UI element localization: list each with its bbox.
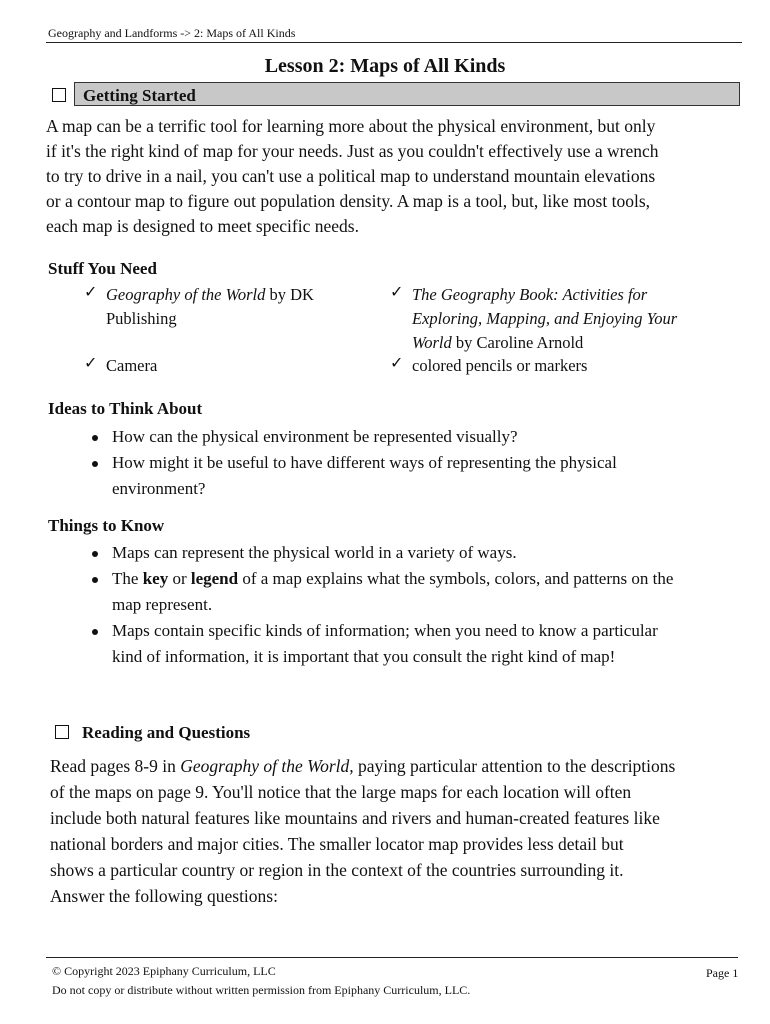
things-list: [112, 540, 677, 670]
list-item-text: How might it be useful to have different ways of representing the physical environment?: [112, 453, 617, 498]
page-number: Page 1: [706, 966, 739, 980]
bullet-icon: [92, 629, 98, 635]
bullet-icon: [92, 461, 98, 467]
getting-started-checkbox[interactable]: [52, 88, 66, 102]
list-item: [112, 450, 712, 502]
reading-line: shows a particular country or region in the context of the countries surrounding it.: [50, 860, 624, 880]
bullet-icon: [92, 435, 98, 441]
checkmark-icon: ✓: [390, 355, 404, 372]
list-item: [112, 424, 712, 450]
ideas-heading: Ideas to Think About: [48, 399, 203, 418]
legend-term: legend: [190, 569, 239, 588]
checkmark-icon: ✓: [390, 284, 404, 301]
list-item-text: Maps can represent the physical world in a variety of ways.: [112, 543, 517, 562]
reading-line: Answer the following questions:: [50, 886, 278, 906]
reading-line: of the maps on page 9. You'll notice that the large maps for each location will often: [50, 782, 632, 802]
page-title: Lesson 2: Maps of All Kinds: [264, 55, 506, 77]
supply-item: [390, 283, 702, 355]
ideas-list: [112, 424, 712, 502]
reading-line: [50, 753, 722, 779]
reading-line: include both natural features like mountains and rivers and human-created features like: [50, 808, 660, 828]
bullet-icon: [92, 551, 98, 557]
checkmark-icon: ✓: [84, 284, 98, 301]
getting-started-heading: Getting Started: [83, 86, 196, 105]
intro-line: to try to drive in a nail, you can't use a political map to understand mountain elevations: [46, 166, 656, 186]
checkmark-icon: ✓: [84, 355, 98, 372]
footer-copyright: © Copyright 2023 Epiphany Curriculum, LLC: [52, 964, 276, 978]
book-title: Geography of the World,: [180, 756, 354, 776]
list-item-text: or: [168, 569, 191, 588]
supply-item: [84, 283, 346, 331]
supply-detail: by Caroline Arnold: [451, 333, 584, 352]
list-item: [112, 540, 677, 566]
intro-paragraph: [46, 114, 742, 239]
supply-detail: Camera: [106, 356, 158, 375]
reading-line-text: paying particular attention to the descriptions: [353, 756, 676, 776]
supply-detail: by DK Publishing: [106, 285, 314, 328]
list-item-text: The: [112, 569, 143, 588]
intro-line: if it's the right kind of map for your needs. Just as you couldn't effectively use a wrench: [46, 141, 659, 161]
running-header: Geography and Landforms -> 2: Maps of All Kinds: [48, 26, 296, 40]
list-item-text: of a map explains what the symbols, colors, and patterns on the map represent.: [112, 569, 674, 614]
things-to-know-heading: Things to Know: [48, 516, 165, 535]
stuff-you-need-heading: Stuff You Need: [48, 259, 157, 278]
key-term: key: [142, 569, 169, 588]
reading-paragraph: [50, 753, 722, 909]
bullet-icon: [92, 577, 98, 583]
intro-line: A map can be a terrific tool for learning more about the physical environment, but only: [46, 116, 656, 136]
supply-detail: colored pencils or markers: [412, 356, 588, 375]
reading-checkbox[interactable]: [55, 725, 69, 739]
getting-started-bar: [74, 82, 740, 106]
header-divider: [46, 42, 742, 43]
reading-heading: Reading and Questions: [82, 723, 251, 742]
list-item-text: Maps contain specific kinds of information; when you need to know a particular kind of information, it is important that you consult the right kind of map!: [112, 621, 658, 666]
intro-line: each map is designed to meet specific needs.: [46, 216, 359, 236]
footer-notice: Do not copy or distribute without written permission from Epiphany Curriculum, LLC.: [52, 983, 471, 997]
supply-title: The Geography Book: Activities for Exploring, Mapping, and Enjoying Your World: [412, 285, 678, 352]
supply-item: [390, 354, 702, 378]
intro-line: or a contour map to figure out population density. A map is a tool, but, like most tools,: [46, 191, 651, 211]
list-item: [112, 618, 677, 670]
list-item: [112, 566, 677, 618]
reading-line: national borders and major cities. The smaller locator map provides less detail but: [50, 834, 624, 854]
supply-title: Geography of the World: [106, 285, 266, 304]
reading-line-text: Read pages 8-9 in: [50, 756, 181, 776]
list-item-text: How can the physical environment be represented visually?: [112, 427, 518, 446]
supply-item: [84, 354, 346, 378]
footer-divider: [46, 957, 738, 958]
